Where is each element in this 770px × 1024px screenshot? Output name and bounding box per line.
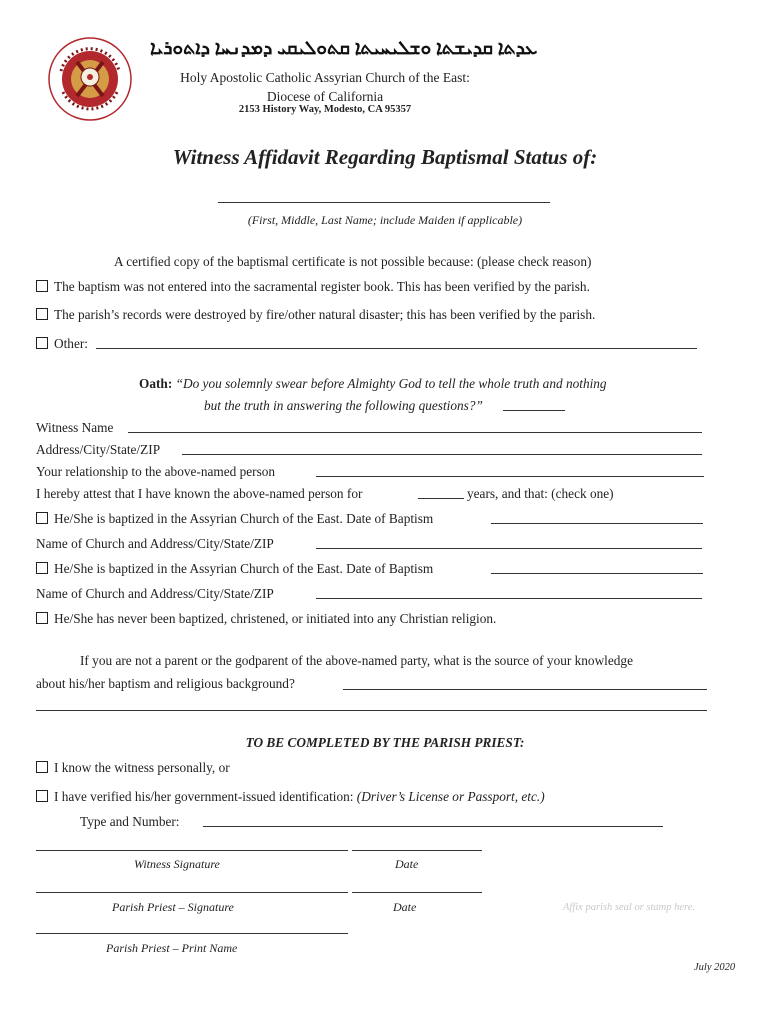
- baptized-option-2-checkbox[interactable]: [36, 562, 48, 574]
- knowledge-field-2[interactable]: [36, 710, 707, 711]
- attest-label-b: years, and that: (check one): [467, 486, 614, 501]
- priest-print-name-field[interactable]: [36, 933, 348, 934]
- footer-date: July 2020: [694, 962, 736, 973]
- baptism-date-field-1[interactable]: [491, 523, 703, 524]
- reason-records-destroyed-checkbox[interactable]: [36, 308, 48, 320]
- diocese-address: 2153 History Way, Modesto, CA 95357: [238, 104, 412, 115]
- priest-date-label: Date: [393, 900, 417, 914]
- relationship-label: Your relationship to the above-named person: [36, 464, 276, 479]
- know-witness-checkbox[interactable]: [36, 761, 48, 773]
- reason-other: Other:: [36, 336, 88, 352]
- verified-id-checkbox[interactable]: [36, 790, 48, 802]
- baptismal-name-field[interactable]: [218, 196, 550, 203]
- witness-date-field[interactable]: [352, 850, 482, 851]
- diocese-name: Diocese of California: [266, 89, 384, 104]
- baptized-option-2: He/She is baptized in the Assyrian Church of the East. Date of Baptism: [36, 561, 433, 577]
- witness-address-label: Address/City/State/ZIP: [36, 442, 161, 457]
- seal-stamp-hint: Affix parish seal or stamp here.: [563, 902, 696, 913]
- knowledge-question-1: If you are not a parent or the godparent of the above-named party, what is the source of your knowledge: [80, 653, 633, 668]
- witness-signature-field[interactable]: [36, 850, 348, 851]
- type-number-field[interactable]: [203, 826, 663, 827]
- church-address-label-2: Name of Church and Address/City/State/ZIP: [36, 586, 274, 601]
- baptism-date-field-2[interactable]: [491, 573, 703, 574]
- reason-records-destroyed: The parish’s records were destroyed by fire/other natural disaster; this has been verified by the parish.: [36, 307, 595, 323]
- reason-other-field[interactable]: [96, 348, 697, 349]
- witness-date-label: Date: [395, 857, 419, 871]
- reason-other-checkbox[interactable]: [36, 337, 48, 349]
- reason-not-entered-checkbox[interactable]: [36, 280, 48, 292]
- priest-print-name-label: Parish Priest – Print Name: [106, 941, 238, 955]
- never-baptized-option: He/She has never been baptized, christened, or initiated into any Christian religion.: [36, 611, 496, 627]
- type-number-label: Type and Number:: [80, 814, 180, 829]
- name-hint: (First, Middle, Last Name; include Maiden if applicable): [247, 213, 523, 227]
- church-address-field-1[interactable]: [316, 548, 702, 549]
- knowledge-field-1[interactable]: [343, 689, 707, 690]
- oath-line-2: but the truth in answering the following questions?”: [204, 398, 483, 413]
- witness-name-label: Witness Name: [36, 420, 114, 435]
- baptized-option-1-checkbox[interactable]: [36, 512, 48, 524]
- church-address-label-1: Name of Church and Address/City/State/ZIP: [36, 536, 274, 551]
- witness-name-field[interactable]: [128, 432, 702, 433]
- relationship-field[interactable]: [316, 476, 704, 477]
- verified-id-option: I have verified his/her government-issued identification: (Driver’s License or Passport, etc.): [36, 789, 545, 805]
- never-baptized-checkbox[interactable]: [36, 612, 48, 624]
- syriac-church-name: ܥܕܬܐ ܩܕܝܫܬܐ ܘܫܠܝܚܝܬܐ ܩܬܘܠܝܩܝ ܕܡܕܢܚܐ ܕܐܬܘܪܝܐ: [150, 38, 538, 59]
- years-known-field[interactable]: [418, 498, 464, 499]
- reason-not-entered: The baptism was not entered into the sacramental register book. This has been verified by the parish.: [36, 279, 590, 295]
- witness-address-field[interactable]: [182, 454, 702, 455]
- priest-section-heading: TO BE COMPLETED BY THE PARISH PRIEST:: [245, 735, 525, 750]
- oath-answer-field[interactable]: [503, 410, 565, 411]
- reason-intro: A certified copy of the baptismal certificate is not possible because: (please check reason): [114, 254, 592, 269]
- church-address-field-2[interactable]: [316, 598, 702, 599]
- knowledge-question-2: about his/her baptism and religious background?: [36, 676, 295, 691]
- attest-label-a: I hereby attest that I have known the above-named person for: [36, 486, 363, 501]
- oath-line-1: Oath: “Do you solemnly swear before Almighty God to tell the whole truth and nothing: [139, 376, 607, 391]
- baptized-option-1: He/She is baptized in the Assyrian Church of the East. Date of Baptism: [36, 511, 433, 527]
- know-witness-option: I know the witness personally, or: [36, 760, 230, 776]
- page-title: Witness Affidavit Regarding Baptismal Status of:: [172, 145, 598, 169]
- priest-date-field[interactable]: [352, 892, 482, 893]
- priest-signature-label: Parish Priest – Signature: [112, 900, 234, 914]
- witness-signature-label: Witness Signature: [134, 857, 220, 871]
- priest-signature-field[interactable]: [36, 892, 348, 893]
- church-name: Holy Apostolic Catholic Assyrian Church of the East:: [180, 70, 470, 85]
- diocese-seal-logo: [47, 36, 133, 122]
